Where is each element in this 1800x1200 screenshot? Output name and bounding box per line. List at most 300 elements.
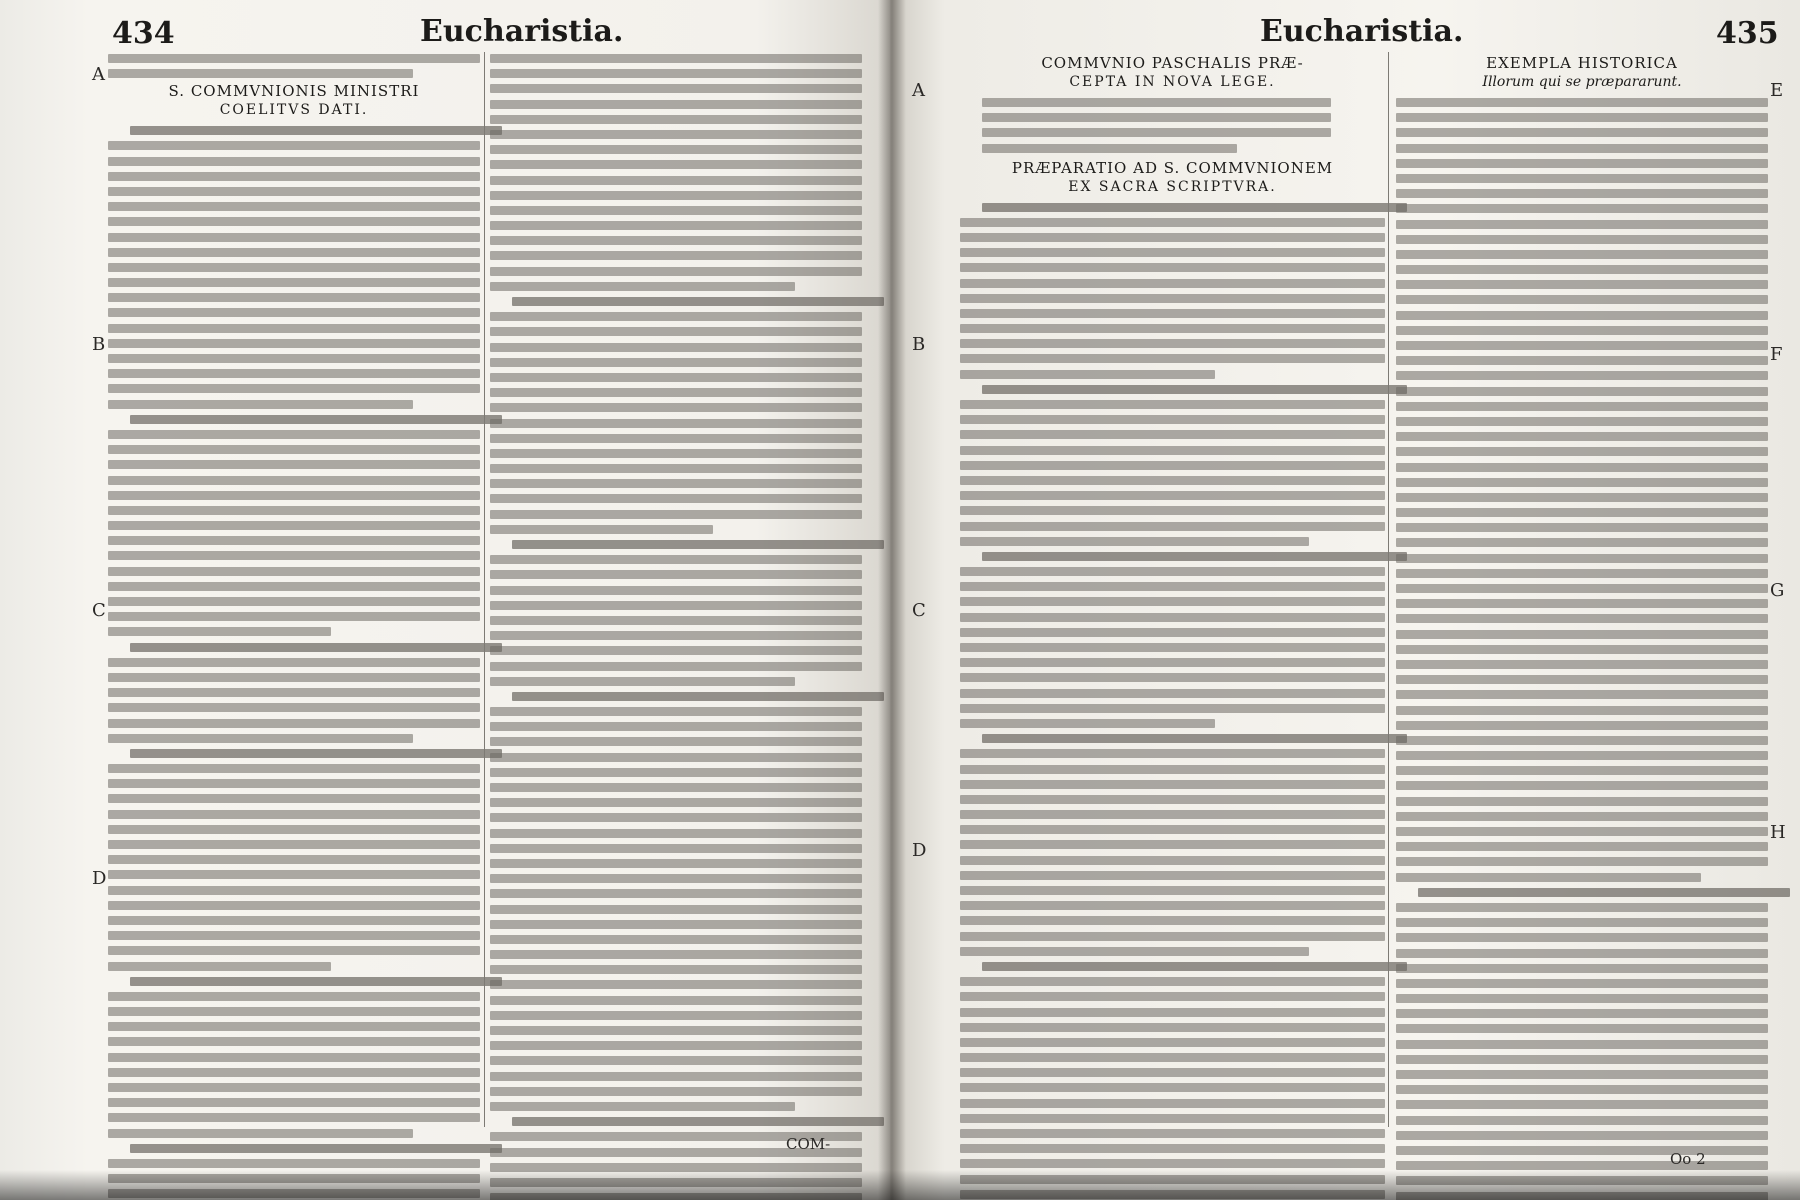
- text-line: [490, 631, 862, 640]
- text-line: [1396, 994, 1768, 1003]
- text-line: [960, 856, 1385, 865]
- text-line: [108, 855, 480, 864]
- margin-letter-c: C: [92, 600, 106, 621]
- text-line: [960, 1159, 1385, 1168]
- text-line: [1396, 979, 1768, 988]
- text-line: [108, 1129, 413, 1138]
- margin-letter-g: G: [1770, 580, 1785, 601]
- text-line: [960, 825, 1385, 834]
- text-line: [1396, 1146, 1768, 1155]
- text-line: [1396, 356, 1768, 365]
- text-line: [108, 293, 480, 302]
- text-line: [960, 992, 1385, 1001]
- text-line: [108, 157, 480, 166]
- text-line: [490, 1087, 862, 1096]
- text-line: [108, 688, 480, 697]
- text-line: [108, 946, 480, 955]
- section-heading-exempla: EXEMPLA HISTORICA Illorum qui se præpararunt.: [1482, 54, 1682, 90]
- text-line: [490, 935, 862, 944]
- text-line: [960, 461, 1385, 470]
- text-line: [490, 221, 862, 230]
- text-line: [490, 737, 862, 746]
- text-line: [960, 613, 1385, 622]
- margin-letter-f: F: [1770, 344, 1783, 365]
- text-line: [982, 98, 1331, 107]
- text-line: [1396, 326, 1768, 335]
- text-line: [108, 217, 480, 226]
- text-line: [960, 901, 1385, 910]
- text-line: [490, 1041, 862, 1050]
- text-line: [960, 537, 1309, 546]
- text-line: [982, 128, 1331, 137]
- text-line: [1396, 174, 1768, 183]
- text-line: [960, 582, 1385, 591]
- text-line: [960, 415, 1385, 424]
- text-line: [960, 780, 1385, 789]
- text-line: [490, 434, 862, 443]
- text-line: [490, 69, 862, 78]
- margin-letter-d: D: [912, 840, 927, 861]
- text-line: [982, 113, 1331, 122]
- text-line: [108, 931, 480, 940]
- text-line: [490, 115, 862, 124]
- text-line: [130, 1144, 502, 1153]
- text-line: [1396, 220, 1768, 229]
- section-heading-paschal: COMMVNIO PASCHALIS PRÆ- CEPTA IN NOVA LEGE.: [1041, 54, 1304, 90]
- text-line: [1396, 675, 1768, 684]
- text-line: [490, 100, 862, 109]
- text-line: [108, 248, 480, 257]
- body-text-block: [960, 203, 1385, 1200]
- text-line: [108, 1053, 480, 1062]
- text-line: [1396, 113, 1768, 122]
- text-line: [490, 570, 862, 579]
- text-line: [108, 536, 480, 545]
- text-line: [1396, 554, 1768, 563]
- text-line: [490, 267, 862, 276]
- text-line: [960, 643, 1385, 652]
- text-line: [1396, 1116, 1768, 1125]
- margin-letter-c: C: [912, 600, 926, 621]
- margin-letter-b: B: [912, 334, 926, 355]
- text-line: [1396, 873, 1701, 882]
- text-line: [108, 233, 480, 242]
- text-line: [108, 1083, 480, 1092]
- text-line: [108, 703, 480, 712]
- text-line: [1396, 614, 1768, 623]
- text-line: [1396, 827, 1768, 836]
- text-line: [1396, 584, 1768, 593]
- text-line: [490, 586, 862, 595]
- margin-letter-b: B: [92, 334, 106, 355]
- text-line: [490, 1102, 795, 1111]
- text-line: [1396, 159, 1768, 168]
- section-heading-ministers: S. COMMVNIONIS MINISTRI COELITVS DATI.: [168, 82, 420, 119]
- text-line: [1396, 857, 1768, 866]
- text-line: [960, 354, 1385, 363]
- text-line: [1396, 204, 1768, 213]
- text-line: [982, 203, 1407, 212]
- text-line: [1396, 645, 1768, 654]
- text-line: [960, 400, 1385, 409]
- text-line: [490, 479, 862, 488]
- text-line: [490, 601, 862, 610]
- text-line: [960, 673, 1385, 682]
- text-line: [108, 400, 413, 409]
- text-line: [1396, 402, 1768, 411]
- text-line: [982, 552, 1407, 561]
- margin-letter-h: H: [1770, 822, 1786, 843]
- text-line: [960, 370, 1215, 379]
- text-line: [1396, 478, 1768, 487]
- text-line: [1396, 766, 1768, 775]
- text-line: [490, 494, 862, 503]
- text-line: [108, 764, 480, 773]
- text-line: [490, 662, 862, 671]
- text-line: [490, 176, 862, 185]
- text-line: [490, 251, 862, 260]
- text-line: [1396, 842, 1768, 851]
- text-line: [108, 673, 480, 682]
- text-line: [490, 373, 862, 382]
- text-line: [1396, 1070, 1768, 1079]
- text-line: [130, 415, 502, 424]
- text-line: [108, 354, 480, 363]
- margin-letter-a: A: [912, 80, 925, 101]
- right-column-1: [960, 50, 1385, 1150]
- text-line: [490, 1026, 862, 1035]
- text-line: [960, 704, 1385, 713]
- text-line: [1396, 280, 1768, 289]
- text-line: [490, 449, 862, 458]
- text-line: [1396, 797, 1768, 806]
- text-line: [108, 187, 480, 196]
- text-line: [108, 567, 480, 576]
- text-line: [108, 69, 413, 78]
- text-line: [108, 308, 480, 317]
- text-line: [1396, 295, 1768, 304]
- right-page: [890, 0, 1800, 1200]
- text-line: [960, 233, 1385, 242]
- text-line: [108, 794, 480, 803]
- text-line: [1396, 1161, 1768, 1170]
- cross-reference-note: [960, 98, 1385, 153]
- text-line: [1396, 144, 1768, 153]
- text-line: [490, 84, 862, 93]
- text-line: [960, 1099, 1385, 1108]
- column-rule: [1388, 52, 1389, 1127]
- text-line: [490, 236, 862, 245]
- text-line: [490, 798, 862, 807]
- text-line: [1396, 523, 1768, 532]
- right-column-2: [1396, 50, 1768, 1150]
- text-line: [490, 206, 862, 215]
- text-line: [490, 419, 862, 428]
- text-line: [490, 358, 862, 367]
- text-line: [490, 555, 862, 564]
- text-line: [108, 263, 480, 272]
- text-line: [1396, 98, 1768, 107]
- text-line: [1396, 1100, 1768, 1109]
- text-line: [490, 1056, 862, 1065]
- text-line: [960, 810, 1385, 819]
- text-line: [490, 920, 862, 929]
- text-line: [960, 218, 1385, 227]
- text-line: [108, 460, 480, 469]
- text-line: [490, 403, 862, 412]
- right-folio: 435: [1716, 16, 1779, 51]
- text-line: [1396, 1085, 1768, 1094]
- text-line: [108, 369, 480, 378]
- text-line: [1396, 1192, 1768, 1200]
- text-line: [490, 1193, 862, 1200]
- text-line: [960, 719, 1215, 728]
- body-text-block: [108, 126, 480, 1200]
- text-line: [108, 627, 331, 636]
- text-line: [108, 582, 480, 591]
- text-line: [108, 734, 413, 743]
- text-line: [960, 871, 1385, 880]
- text-line: [490, 646, 862, 655]
- text-line: [490, 1178, 862, 1187]
- text-line: [1396, 569, 1768, 578]
- text-line: [960, 1190, 1385, 1199]
- text-line: [108, 491, 480, 500]
- text-line: [1396, 447, 1768, 456]
- left-folio: 434: [112, 16, 175, 51]
- text-line: [1396, 1055, 1768, 1064]
- text-line: [1396, 463, 1768, 472]
- text-line: [512, 540, 884, 549]
- text-line: [1396, 250, 1768, 259]
- text-line: [1396, 918, 1768, 927]
- text-line: [512, 692, 884, 701]
- body-text-block: [490, 54, 862, 1200]
- text-line: [130, 126, 502, 135]
- text-line: [1396, 721, 1768, 730]
- text-line: [108, 1098, 480, 1107]
- text-line: [960, 506, 1385, 515]
- text-line: [108, 202, 480, 211]
- text-line: [512, 1117, 884, 1126]
- text-line: [108, 658, 480, 667]
- body-text-block: [1396, 98, 1768, 1200]
- text-line: [1396, 235, 1768, 244]
- text-line: [490, 343, 862, 352]
- text-line: [490, 844, 862, 853]
- text-line: [1396, 1131, 1768, 1140]
- text-line: [960, 1008, 1385, 1017]
- text-line: [1396, 128, 1768, 137]
- text-line: [108, 962, 331, 971]
- text-line: [960, 840, 1385, 849]
- text-line: [490, 1072, 862, 1081]
- text-line: [960, 1068, 1385, 1077]
- text-line: [490, 160, 862, 169]
- left-page: [0, 0, 890, 1200]
- text-line: [1396, 660, 1768, 669]
- text-line: [108, 1037, 480, 1046]
- text-line: [490, 965, 862, 974]
- text-line: [108, 1189, 480, 1198]
- text-line: [108, 278, 480, 287]
- text-line: [960, 1083, 1385, 1092]
- text-line: [490, 889, 862, 898]
- text-line: [960, 1129, 1385, 1138]
- text-line: [960, 886, 1385, 895]
- signature-mark: Oo 2: [1670, 1150, 1706, 1168]
- text-line: [490, 327, 862, 336]
- text-line: [960, 430, 1385, 439]
- text-line: [490, 616, 862, 625]
- text-line: [130, 643, 502, 652]
- text-line: [490, 464, 862, 473]
- text-line: [490, 510, 862, 519]
- text-line: [982, 962, 1407, 971]
- text-line: [1396, 371, 1768, 380]
- text-line: [490, 145, 862, 154]
- text-line: [108, 506, 480, 515]
- text-line: [1396, 1176, 1768, 1185]
- margin-letter-e: E: [1770, 80, 1784, 101]
- text-line: [960, 1144, 1385, 1153]
- text-line: [960, 765, 1385, 774]
- left-column-2: [490, 50, 862, 1150]
- text-line: [108, 551, 480, 560]
- text-line: [490, 525, 713, 534]
- text-line: [130, 977, 502, 986]
- text-line: [490, 130, 862, 139]
- text-line: [108, 1174, 480, 1183]
- section-heading-preparatio: PRÆPARATIO AD S. COMMVNIONEM EX SACRA SCRIPTVRA.: [1011, 158, 1334, 195]
- text-line: [960, 248, 1385, 257]
- text-line: [960, 491, 1385, 500]
- text-line: [960, 1038, 1385, 1047]
- text-line: [108, 779, 480, 788]
- margin-letter-d: D: [92, 868, 107, 889]
- text-line: [982, 734, 1407, 743]
- text-line: [960, 977, 1385, 986]
- text-line: [108, 445, 480, 454]
- text-line: [1396, 964, 1768, 973]
- text-line: [108, 521, 480, 530]
- text-line: [490, 753, 862, 762]
- text-line: [960, 628, 1385, 637]
- catchword: COM-: [786, 1135, 831, 1153]
- text-line: [960, 597, 1385, 606]
- text-line: [108, 430, 480, 439]
- right-running-head: Eucharistia.: [1260, 14, 1464, 49]
- text-line: [1396, 311, 1768, 320]
- text-line: [108, 172, 480, 181]
- text-line: [490, 829, 862, 838]
- text-line: [490, 1011, 862, 1020]
- text-line: [108, 1007, 480, 1016]
- text-line: [108, 384, 480, 393]
- text-line: [1396, 630, 1768, 639]
- text-line: [1396, 949, 1768, 958]
- text-line: [108, 719, 480, 728]
- text-line: [108, 141, 480, 150]
- text-line: [108, 825, 480, 834]
- text-line: [108, 916, 480, 925]
- text-line: [108, 476, 480, 485]
- text-line: [108, 810, 480, 819]
- text-line: [960, 309, 1385, 318]
- text-line: [960, 567, 1385, 576]
- text-line: [490, 677, 795, 686]
- text-line: [960, 324, 1385, 333]
- text-line: [960, 658, 1385, 667]
- text-line: [1396, 736, 1768, 745]
- text-line: [108, 324, 480, 333]
- text-line: [108, 597, 480, 606]
- text-line: [512, 297, 884, 306]
- text-line: [960, 294, 1385, 303]
- text-line: [490, 707, 862, 716]
- text-line: [108, 1022, 480, 1031]
- text-line: [490, 859, 862, 868]
- text-line: [1396, 1009, 1768, 1018]
- text-line: [490, 980, 862, 989]
- text-line: [108, 54, 480, 63]
- text-line: [490, 1163, 862, 1172]
- text-line: [490, 388, 862, 397]
- margin-letter-a: A: [92, 64, 105, 85]
- text-line: [1396, 189, 1768, 198]
- text-line: [108, 870, 480, 879]
- text-line: [1396, 599, 1768, 608]
- text-line: [490, 874, 862, 883]
- text-line: [130, 749, 502, 758]
- text-line: [108, 1113, 480, 1122]
- column-rule: [484, 52, 485, 1127]
- text-line: [960, 476, 1385, 485]
- text-line: [490, 312, 862, 321]
- body-text-block: [108, 54, 480, 78]
- text-line: [1396, 341, 1768, 350]
- text-line: [982, 385, 1407, 394]
- text-line: [1396, 538, 1768, 547]
- text-line: [108, 901, 480, 910]
- text-line: [960, 1053, 1385, 1062]
- text-line: [960, 339, 1385, 348]
- text-line: [1396, 1040, 1768, 1049]
- text-line: [1396, 690, 1768, 699]
- text-line: [960, 932, 1385, 941]
- text-line: [1396, 1024, 1768, 1033]
- text-line: [1396, 706, 1768, 715]
- text-line: [490, 813, 862, 822]
- text-line: [960, 947, 1309, 956]
- text-line: [490, 282, 795, 291]
- text-line: [960, 446, 1385, 455]
- text-line: [1396, 933, 1768, 942]
- text-line: [960, 689, 1385, 698]
- text-line: [108, 339, 480, 348]
- text-line: [490, 768, 862, 777]
- text-line: [490, 191, 862, 200]
- text-line: [1396, 432, 1768, 441]
- text-line: [960, 916, 1385, 925]
- text-line: [490, 722, 862, 731]
- text-line: [960, 279, 1385, 288]
- text-line: [960, 263, 1385, 272]
- text-line: [108, 612, 480, 621]
- left-column-1: [108, 50, 480, 1150]
- text-line: [1418, 888, 1790, 897]
- text-line: [960, 1175, 1385, 1184]
